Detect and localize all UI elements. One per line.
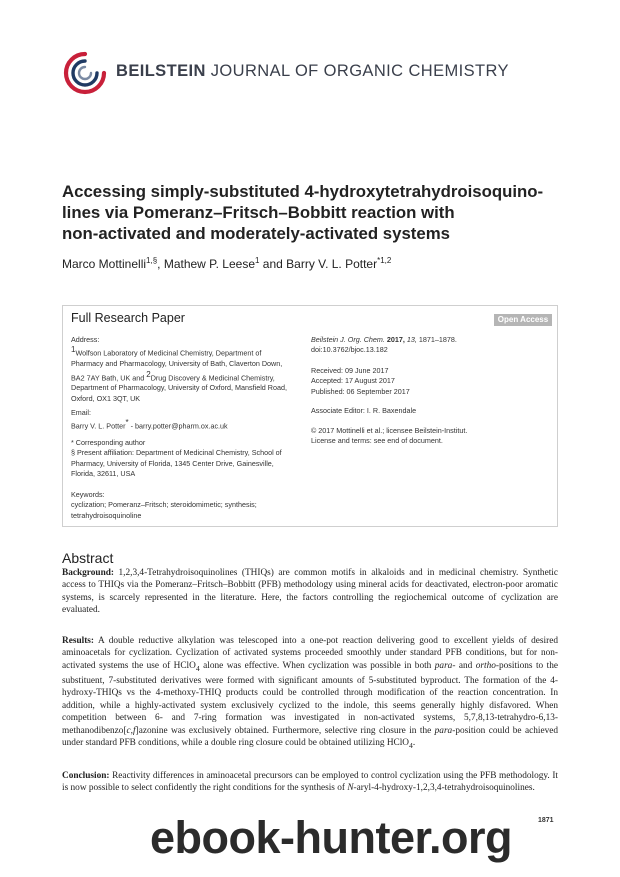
background-paragraph: Background: 1,2,3,4-Tetrahydroisoquinolines (THIQs) are common motifs in alkaloids and in medicinal chemistry. Synthetic access to THIQs via the Pomeranz–Fritsch–Bobbitt (PFB) methodology using mineral acids for deactivated, electron-poor aromatic systems, is scarcely represented in the literature. Here, the factors controlling the regiochemical outcome of cyclization are evaluated. (62, 568, 558, 616)
journal-name: BEILSTEIN JOURNAL OF ORGANIC CHEMISTRY (116, 62, 509, 80)
title-line: non-activated and moderately-activated systems (62, 224, 450, 243)
author-name[interactable]: Barry V. L. Potter (286, 257, 378, 271)
conclusion-paragraph: Conclusion: Reactivity differences in aminoacetal precursors can be employed to control cyclization using the PFB methodology. It is now possible to select confidently the right conditions for the synthesis of N-aryl-4-hydroxy-1,2,3,4-tetrahydroisoquinolines. (62, 771, 558, 794)
abstract-heading: Abstract (62, 550, 114, 566)
paper-type-label: Full Research Paper (71, 311, 185, 325)
email-link[interactable]: - barry.potter@pharm.ox.ac.uk (128, 421, 228, 431)
author-name[interactable]: Marco Mottinelli (62, 257, 147, 271)
affiliation-note: * Corresponding author § Present affiliation: Department of Medicinal Chemistry, School of Pharmacy, University of Florida, 1345 Center Drive, Gainesville, Florida, 32611, USA (71, 438, 282, 479)
title-line: Accessing simply-substituted 4-hydroxytetrahydroisoquino- (62, 182, 544, 201)
license-link[interactable]: License and terms: see end of document. (311, 436, 443, 446)
journal-logo-icon (62, 50, 108, 96)
author-list: Marco Mottinelli$^{1,\S}$, Mathew P. Leese$^1$ and Barry V. L. Potter$^{*1,2}$ (62, 256, 392, 271)
address-label: Address: (71, 335, 100, 344)
keywords-block: Keywords: cyclization; Pomeranz–Fritsch; steroidomimetic; synthesis; tetrahydroisoquinoline (71, 490, 257, 520)
results-paragraph: Results: A double reductive alkylation was telescoped into a one-pot reaction delivering good to excellent yields of desired aminoacetals for cyclization. Cyclization of activated systems proceeded smoothly under standard PFB conditions, but for non-activated systems the use of HClO$_4$ alone was effective. When cyclization was possible in both para- and ortho-positions to the substituent, 7-substituted derivatives were formed with significant amounts of 5-substituted byproduct. The formation of the 4-hydroxy-THIQs vs the 4-methoxy-THIQ products could be controlled through modification of the reaction concentration. In addition, while a highly-activated system exclusively cyclized to the indole, this seems generally highly disfavored. When competition between 6- and 7-ring formation was investigated in non-activated systems, 5,7,8,13-tetrahydro-6,13-methanodibenzo[c,f]azonine was exclusively obtained. Furthermore, selective ring closure in the para-position could be achieved under standard PFB conditions, while a double ring closure could be obtained utilizing HClO$_4$. (62, 636, 558, 750)
watermark-text: ebook-hunter.org (150, 812, 512, 863)
article-title (62, 181, 562, 244)
open-access-badge: Open Access (494, 314, 552, 326)
doi-link[interactable]: doi:10.3762/bjoc.13.182 (311, 345, 388, 355)
address-block: Address: $^1$Wolfson Laboratory of Medicinal Chemistry, Department of Pharmacy and Pharmacology, University of Bath, Claverton Down, BA2 7AY Bath, UK and $^2$Drug Discovery & Medicinal Chemistry, Department of Pharmacology, University of Oxford, Mansfield Road, Oxford, OX1 3QT, UK (71, 335, 287, 403)
license-block: © 2017 Mottinelli et al.; licensee Beilstein-Institut. License and terms: see end of document. (311, 426, 468, 446)
citation-block: Beilstein J. Org. Chem. 2017, 13, 1871–1878. doi:10.3762/bjoc.13.182 (311, 335, 457, 355)
page-number: 1871 (538, 817, 554, 824)
editor-line: Associate Editor: I. R. Baxendale (311, 406, 417, 415)
title-line: lines via Pomeranz–Fritsch–Bobbitt reaction with (62, 203, 455, 222)
author-name[interactable]: Mathew P. Leese (163, 257, 255, 271)
email-block: Email: Barry V. L. Potter* - barry.potter@pharm.ox.ac.uk (71, 408, 228, 431)
dates-block: Received: 09 June 2017 Accepted: 17 August 2017 Published: 06 September 2017 (311, 366, 410, 396)
